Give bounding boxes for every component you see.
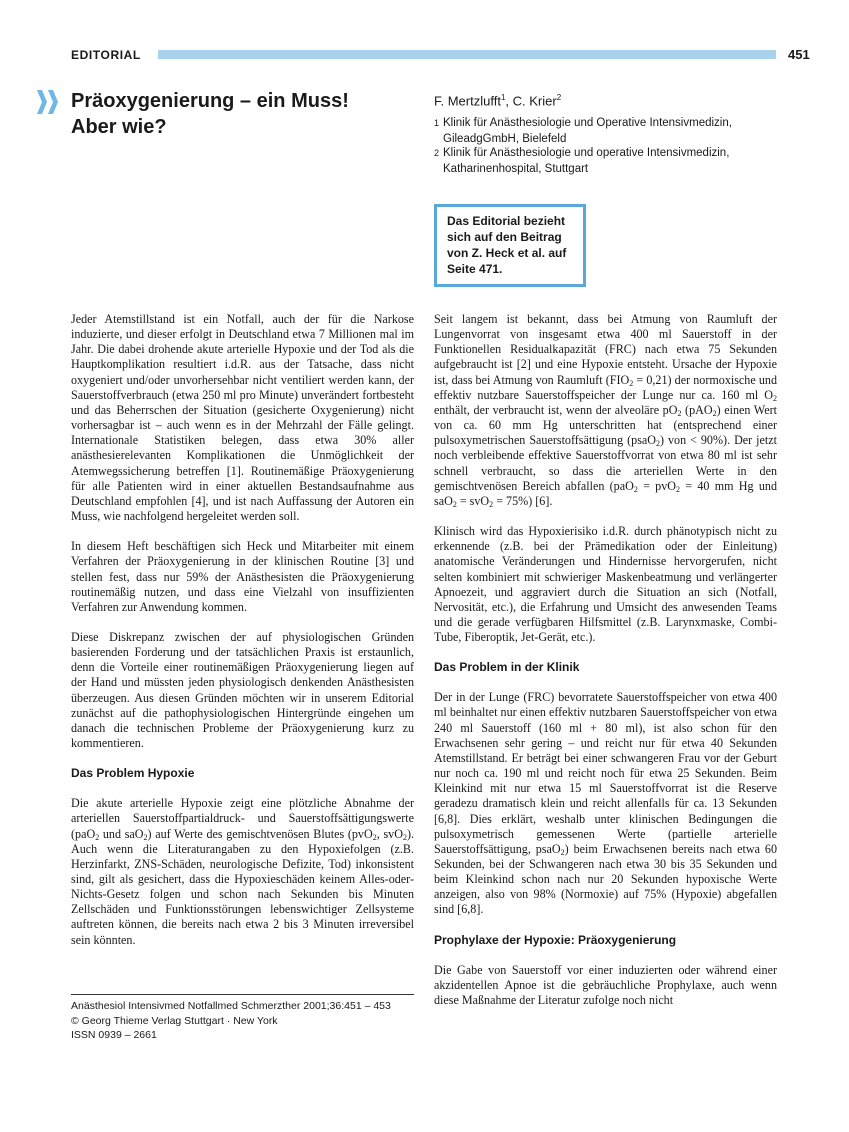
body-paragraph <box>434 690 777 917</box>
right-text-column <box>434 312 777 1023</box>
text-run: = svO <box>456 493 490 508</box>
header-rule <box>158 50 776 59</box>
affiliation-1-mark: 1 <box>434 118 440 128</box>
subscript: 2 <box>629 378 634 388</box>
body-paragraph: Diese Diskrepanz zwischen der auf physiologischen Gründen basierenden Forderung und der tatsächlichen Praxis ist erstaunlich, denn die Vorteile einer routinemäßigen Präoxygenierung liegen auf der Hand und müssten jeden physiologisch denkenden Anästhesisten überzeugen. Aus diesen Gründen möchten wir in unserem Editorial zunächst auf die pathophysiologischen Hintergründe eingehen um danach die technischen Probleme der Präoxygenierung kurz zu kommentieren. <box>71 629 414 751</box>
article-title-line1: Präoxygenierung – ein Muss! <box>71 90 349 112</box>
text-run: = pvO <box>637 478 677 493</box>
body-paragraph <box>71 796 414 948</box>
left-text-column <box>71 312 414 963</box>
affiliation-1-text: Klinik für Anästhesiologie und Operative Intensivmedizin, GileadgGmbH, Bielefeld <box>443 117 732 145</box>
text-run: (pAO <box>681 402 713 417</box>
article-title-line2: Aber wie? <box>71 116 167 138</box>
subscript: 2 <box>452 499 457 509</box>
author-2-affiliation-mark: 2 <box>556 93 562 102</box>
header-section-label: EDITORIAL <box>71 48 141 62</box>
subscript: 2 <box>633 484 638 494</box>
page-number: 451 <box>788 47 810 62</box>
publisher-line: © Georg Thieme Verlag Stuttgart · New York <box>71 1014 278 1027</box>
text-run: ). Auch wenn die Literaturangaben zu den Hypoxiefolgen (z.B. Herzinfarkt, ZNS-Schäden, neurologische Defizite, Tod) inkonsistent sind, gilt als gesichert, dass die Hypoxieschäden keinem Alles-oder-Nichts-Gesetz folgen und schon nach Sekunden bis Minuten Zellschäden und Funktionsstörungen lebenswichtiger Zellsysteme auftreten können, die bereits nach etwa 2 bis 3 Minuten irreversibel sein könnten. <box>71 826 414 947</box>
text-run: , svO <box>376 826 403 841</box>
affiliation-2 <box>434 146 774 177</box>
affiliation-2-mark: 2 <box>434 148 440 158</box>
text-run: ) beim Erwachsenen bereits nach etwa 60 Sekunden, bei der Schwangeren nach etwa 30 bis 35 Sekunden und beim Kleinkind schon nach nur 20 Sekunden hypoxische Werte anzeigen, also von 98% (Normoxie) auf 75% (Hypoxie) abgefallen sind [6,8]. <box>434 841 777 917</box>
author-1-affiliation-mark: 1 <box>500 93 506 102</box>
text-run: ) von < 90%). Der jetzt noch verbleibende effektive Sauerstoffvorrat von etwa 80 ml ist sehr schnell verbraucht, so dass die arteriellen Werte in den gemischtvenösen Bereich abfallen (paO <box>434 433 777 493</box>
article-title <box>71 88 411 140</box>
body-paragraph: In diesem Heft beschäftigen sich Heck und Mitarbeiter mit einem Verfahren der Präoxygenierung in der klinischen Routine [3] und stellen fest, dass nur 59% der Anästhesisten die Präoxygenierung routinemäßig nutzen, und dass eine Vielzahl von insuffizienten Verfahren zur Anwendung kommen. <box>71 539 414 614</box>
journal-citation: Anästhesiol Intensivmed Notfallmed Schmerzther 2001;36:451 – 453 <box>71 1000 391 1012</box>
author-separator: , <box>505 93 513 109</box>
section-heading-hypoxie: Das Problem Hypoxie <box>71 766 195 781</box>
text-run: Seit langem ist bekannt, dass bei Atmung von Raumluft der Lungenvorrat von insgesamt etwa 400 ml Sauerstoff in der Funktionellen Residualkapazität (FRC) nach etwa 75 Sekunden aufgebraucht ist [2] und eine Hypoxie entsteht. Ursache der Hypoxie ist, dass bei Atmung von Raumluft (FIO <box>434 312 777 387</box>
body-paragraph: Klinisch wird das Hypoxierisiko i.d.R. durch phänotypisch nicht zu erkennende (z.B. bei der Prämedikation oder der Einleitung) anatomische Veränderungen und Hindernisse hervorgerufen, nicht selten kombiniert mit schwieriger Maskenbeatmung und verlängerter Apnoezeit, und aggraviert durch die Situation an sich (Notfall, Nervosität, etc.), die Erfahrung und Umsicht des anwesenden Teams und die gerade verfügbaren Hilfsmittel (z.B. Larynxmaske, Combi-Tube, Fiberoptik, Jet-Gerät, etc.). <box>434 524 777 645</box>
section-heading-prophylaxe: Prophylaxe der Hypoxie: Präoxygenierung <box>434 932 677 947</box>
text-run: enthält, der verbraucht ist, wenn der alveoläre pO <box>434 402 678 417</box>
text-run: ) auf Werte des gemischtvenösen Blutes (pvO <box>147 826 373 841</box>
body-paragraph: Die Gabe von Sauerstoff vor einer induzierten oder während einer akzidentellen Apnoe ist die gebräuchliche Prophylaxe, auch wenn diese Maßnahme der Literatur zufolge noch nicht <box>434 962 777 1007</box>
subscript: 2 <box>712 408 717 418</box>
subscript: 2 <box>489 499 494 509</box>
author-2: C. Krier <box>512 93 557 109</box>
body-paragraph <box>434 312 777 509</box>
editorial-reference-box: Das Editorial bezieht sich auf den Beitrag von Z. Heck et al. auf Seite 471. <box>434 204 586 287</box>
subscript: 2 <box>402 832 407 842</box>
text-run: ) einen Wert von ca. 60 mm Hg unterschritten hat (entsprechend einer pulsoxymetrischen Sauerstoffsättigung (psaO <box>434 402 777 448</box>
text-run: Der in der Lunge (FRC) bevorratete Sauerstoffspeicher von etwa 400 ml beinhaltet nur einen effektiv nutzbaren Sauerstoffspeicher von etwa 240 ml Sauerstoff (160 ml + 80 ml), ist also schon für den Erwachsenen sehr gering – und reicht nur für etwa 40 Sekunden Atemstillstand. Er beträgt bei einer schwangeren Frau vor der Geburt nur noch ca. 190 ml und reicht noch für etwa 25 Sekunden. Beim Kleinkind mit nur etwa 15 ml Sauerstoffvorrat ist die Reserve geradezu dramatisch klein und reicht allenfalls für ca. 13 Sekunden [6,8]. Dies erklärt, weshalb unter klinischen Bedingungen die pulsoxymetrisch gemessenen Werte (partielle arterielle Sauerstoffsättigung, psaO <box>434 690 777 856</box>
affiliation-2-text: Klinik für Anästhesiologie und operative Intensivmedizin, Katharinenhospital, Stuttgart <box>443 147 730 175</box>
subscript: 2 <box>143 832 148 842</box>
subscript: 2 <box>676 484 681 494</box>
section-heading-klinik: Das Problem in der Klinik <box>434 660 580 675</box>
affiliation-1 <box>434 116 774 147</box>
subscript: 2 <box>560 847 565 857</box>
subscript: 2 <box>656 439 660 449</box>
text-run: = 75%) [6]. <box>493 493 553 508</box>
text-run: und saO <box>99 826 144 841</box>
author-1: F. Mertzlufft <box>434 93 501 109</box>
body-paragraph: Jeder Atemstillstand ist ein Notfall, auch der für die Narkose induzierte, und dieser erfolgt in Deutschland etwa 7 Millionen mal im Jahr. Die dabei drohende akute arterielle Hypoxie und der Tod als die Hauptkomplikation resultiert i.d.R. aus der Tatsache, dass nicht oxygeniert und/oder unvorhersehbar nicht ventiliert werden kann, der Sauerstoffverbrauch (etwa 250 ml pro Minute) unverändert fortbesteht und das Beherrschen der Situation (gesicherte Oxygenierung) nicht vorhersagbar ist – auch wenn es in der Mehrzahl der Fälle gelingt. Internationale Statistiken belegen, dass etwa 30% aller anästhesierelevanten Komplikationen die Unmöglichkeit der Atemwegssicherung betreffen [1]. Routinemäßige Präoxygenierung für alle Patienten wird in einer aktuellen Bestandsaufnahme aus Deutschland empfohlen [4], und ist nach Auffassung der Autoren ein Muss, wie nachfolgend hergeleitet werden soll. <box>71 312 414 524</box>
issn-line: ISSN 0939 – 2661 <box>71 1029 157 1041</box>
subscript: 2 <box>95 832 100 842</box>
text-run: = 40 mm Hg und saO <box>434 478 777 508</box>
author-list <box>434 93 561 108</box>
subscript: 2 <box>773 393 777 403</box>
subscript: 2 <box>677 408 682 418</box>
subscript: 2 <box>372 832 377 842</box>
double-chevron-icon <box>36 90 60 114</box>
citation-footer <box>71 994 414 1043</box>
text-run: Die akute arterielle Hypoxie zeigt eine plötzliche Abnahme der arteriellen Sauerstoffpartialdruck- und Sauerstoffsättigungswerte (paO <box>71 796 414 841</box>
text-run: = 0,21) der normoxische und effektiv nutzbare Sauerstoffspeicher der Lunge nur ca. 160 ml O <box>434 372 777 402</box>
